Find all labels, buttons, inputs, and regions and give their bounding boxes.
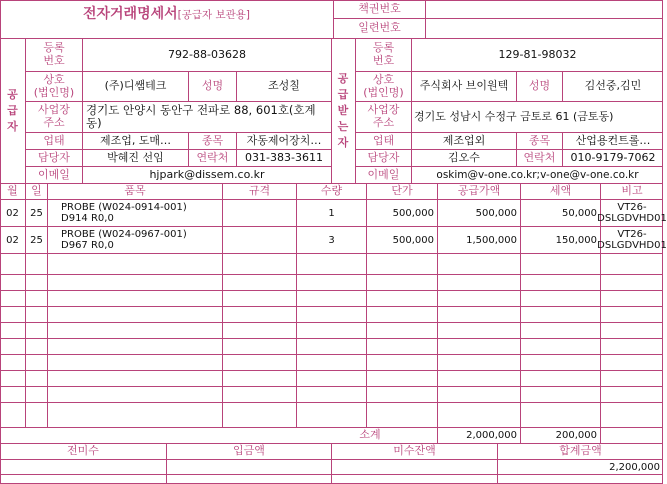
deposit-label: 입금액 (233, 444, 265, 458)
buyer-side-label: 공 급 받 는 자 (337, 72, 349, 149)
buyer-phone: 010-9179-7062 (570, 150, 656, 164)
unpaid-balance-label: 미수잔액 (393, 444, 436, 458)
row-item: PROBE (W024-0914-001) D914 R0,0 (61, 202, 187, 224)
supplier-side-label: 공 급 자 (7, 88, 18, 133)
row-qty: 1 (328, 207, 335, 219)
buyer-ceo-label: 성명 (528, 79, 551, 93)
row-day: 25 (30, 234, 43, 246)
row-item: PROBE (W024-0967-001) D967 R0,0 (61, 229, 187, 251)
buyer-address: 경기도 성남시 수정구 금토로 61 (금토동) (414, 109, 614, 123)
total-label: 합계금액 (559, 444, 602, 458)
col-qty: 수량 (320, 184, 343, 198)
row-month: 02 (6, 207, 19, 219)
col-note: 비고 (621, 184, 643, 198)
prev-unpaid-label: 전미수 (67, 444, 99, 458)
row-note: VT26-DSLGDVHD01 (597, 202, 667, 224)
col-item: 품목 (124, 184, 146, 198)
buyer-company: 주식회사 브이원텍 (419, 79, 509, 93)
supplier-phone: 031-383-3611 (245, 150, 323, 164)
buyer-biz-item-label: 종목 (528, 133, 551, 147)
supplier-address: 경기도 안양시 동안구 전파로 88, 601호(호계동) (86, 102, 316, 130)
col-unit-price: 단가 (391, 184, 413, 198)
col-spec: 규격 (248, 184, 271, 198)
supplier-email-label: 이메일 (38, 167, 70, 181)
row-unit-price: 500,000 (392, 207, 434, 219)
supplier-biz-type: 제조업, 도매… (99, 133, 172, 147)
serial-number-label: 일련번호 (358, 21, 401, 35)
supplier-email: hjpark@dissem.co.kr (149, 167, 265, 181)
row-unit-price: 500,000 (392, 234, 434, 246)
row-month: 02 (6, 234, 19, 246)
document-title (0, 3, 333, 23)
buyer-manager-label: 담당자 (367, 150, 400, 164)
subtotal-supply: 2,000,000 (466, 430, 517, 441)
row-spec (223, 200, 296, 226)
book-number-label: 책권번호 (358, 2, 401, 16)
row-qty: 3 (328, 234, 335, 246)
row-note: VT26-DSLGDVHD01 (597, 229, 667, 251)
serial-number-value (427, 19, 657, 38)
supplier-company-label: 상호 (법인명) (33, 72, 75, 99)
subtotal-tax: 200,000 (555, 430, 597, 441)
buyer-biz-item: 산업용컨트롤… (575, 133, 651, 147)
supplier-ceo-label: 성명 (201, 79, 224, 93)
supplier-ceo: 조성칠 (268, 79, 300, 93)
supplier-address-label: 사업장 주소 (38, 103, 70, 129)
row-spec (223, 227, 296, 253)
title-main: 전자거래명세서 (82, 6, 178, 22)
supplier-biz-item-label: 종목 (201, 133, 224, 147)
supplier-manager: 박혜진 선임 (107, 150, 164, 164)
row-tax: 50,000 (562, 207, 597, 219)
unpaid-balance-value (332, 460, 497, 474)
row-tax: 150,000 (555, 234, 597, 246)
supplier-manager-label: 담당자 (38, 150, 70, 164)
deposit-value (167, 460, 331, 474)
supplier-phone-label: 연락처 (196, 150, 229, 164)
buyer-email-label: 이메일 (367, 167, 400, 181)
buyer-address-label: 사업장 주소 (367, 103, 400, 129)
row-supply: 1,500,000 (466, 234, 517, 246)
book-number-value (427, 1, 657, 18)
buyer-reg-number: 129-81-98032 (498, 47, 577, 61)
buyer-company-label: 상호 (법인명) (363, 72, 404, 99)
buyer-manager: 김오수 (448, 150, 480, 164)
col-tax: 세액 (549, 184, 572, 198)
title-sub: [공급자 보관용] (177, 9, 251, 21)
col-supply: 공급가액 (457, 184, 501, 198)
row-day: 25 (30, 207, 43, 219)
subtotal-label: 소계 (359, 428, 381, 442)
buyer-reg-label: 등록 번호 (372, 41, 395, 67)
row-supply: 500,000 (475, 207, 517, 219)
buyer-biz-type-label: 업태 (372, 133, 395, 147)
supplier-biz-type-label: 업태 (43, 133, 65, 147)
prev-unpaid-value (0, 460, 166, 474)
col-month: 월 (7, 184, 18, 198)
col-day: 일 (31, 184, 42, 198)
supplier-biz-item: 자동제어장치… (246, 133, 322, 147)
buyer-phone-label: 연락처 (523, 150, 556, 164)
buyer-email: oskim@v-one.co.kr;v-one@v-one.co.kr (436, 168, 639, 181)
buyer-biz-type: 제조업외 (442, 133, 486, 147)
supplier-company: (주)디쌤테크 (104, 79, 167, 93)
total-value: 2,200,000 (609, 461, 660, 473)
supplier-reg-number: 792-88-03628 (168, 47, 246, 61)
buyer-ceo: 김선중,김민 (584, 79, 642, 93)
supplier-reg-label: 등록 번호 (43, 41, 65, 67)
